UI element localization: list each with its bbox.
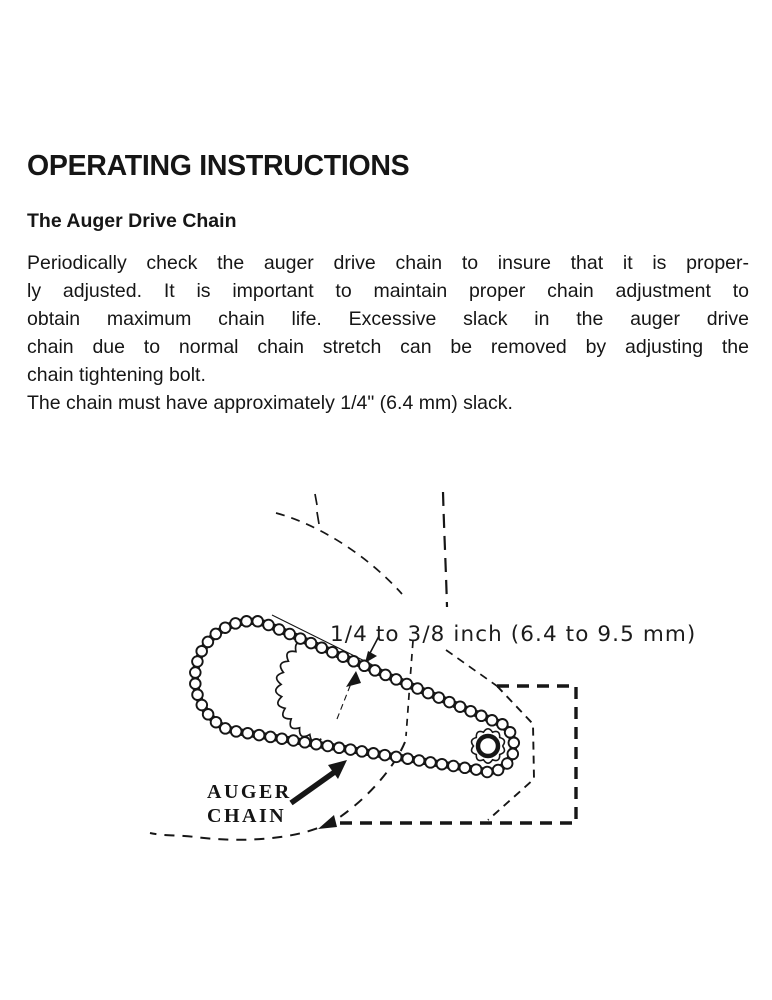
chain-roller: [190, 678, 201, 689]
chain-roller: [311, 739, 322, 750]
gearcase-lead-line: [446, 650, 497, 686]
body-line: chain due to normal chain stretch can be removed by adjusting the: [27, 336, 749, 358]
chain-roller: [288, 735, 299, 746]
chain-roller: [370, 665, 381, 676]
chain-roller: [284, 629, 295, 640]
body-paragraph: [27, 249, 749, 389]
chain-roller: [263, 620, 274, 631]
chain-roller: [391, 752, 402, 763]
measurement-arrowhead-up: [346, 671, 361, 687]
slack-leader-line: [337, 681, 352, 719]
chain-roller: [277, 733, 288, 744]
chain-roller: [348, 656, 359, 667]
chain-roller: [357, 746, 368, 757]
chain-roller: [322, 741, 333, 752]
chain-roller: [334, 743, 345, 754]
chain-roller: [327, 647, 338, 658]
chain-roller: [359, 661, 370, 672]
chain-roller: [192, 689, 203, 700]
chain-roller: [345, 744, 356, 755]
chain-roller: [482, 767, 493, 778]
chain-roller: [231, 726, 242, 737]
housing-arc-top: [276, 513, 402, 594]
chain-roller: [434, 692, 445, 703]
chain-roller: [487, 715, 498, 726]
slack-note: The chain must have approximately 1/4" (6.4 mm) slack.: [27, 392, 513, 414]
chain-roller: [509, 738, 520, 749]
chain-roller: [300, 737, 311, 748]
measurement-label: 1/4 to 3/8 inch (6.4 to 9.5 mm): [330, 622, 697, 647]
chain-roller: [444, 697, 455, 708]
chain-roller: [465, 706, 476, 717]
chain-roller: [425, 757, 436, 768]
chain-roller: [471, 764, 482, 775]
chain-roller: [505, 727, 516, 738]
chain-roller: [316, 642, 327, 653]
center-tick: [315, 494, 319, 524]
chain-roller: [220, 622, 231, 633]
chain-roller: [306, 638, 317, 649]
chain-roller: [242, 728, 253, 739]
chain-roller: [476, 711, 487, 722]
chain-roller: [338, 651, 349, 662]
body-line: chain tightening bolt.: [27, 364, 206, 386]
center-dashed-line: [443, 492, 447, 607]
chain-roller: [265, 732, 276, 743]
chain-roller: [380, 750, 391, 761]
housing-arc-arrowhead: [318, 815, 337, 829]
chain-roller: [423, 688, 434, 699]
chain-roller: [391, 674, 402, 685]
body-line: ly adjusted. It is important to maintain proper chain adjustment to: [27, 280, 749, 302]
large-sprocket-teeth: [276, 642, 322, 742]
chain-roller: [380, 670, 391, 681]
chain-roller: [412, 683, 423, 694]
chain-roller: [493, 765, 504, 776]
small-sprocket-hub: [478, 736, 498, 756]
chain-roller: [252, 616, 263, 627]
chain-roller: [414, 755, 425, 766]
chain-roller: [460, 763, 471, 774]
chain-roller: [254, 730, 265, 741]
chain-roller: [241, 616, 252, 627]
part-label-line1: AUGER: [207, 781, 292, 803]
auger-chain-diagram: [0, 480, 772, 880]
body-line: obtain maximum chain life. Excessive slack in the auger drive: [27, 308, 749, 330]
chain-roller: [197, 700, 208, 711]
chain-roller: [190, 667, 201, 678]
auger-chain-arrow: [291, 760, 347, 803]
chain-roller: [368, 748, 379, 759]
chain-roller: [274, 624, 285, 635]
chain-roller: [437, 759, 448, 770]
body-line: Periodically check the auger drive chain to insure that it is proper-: [27, 252, 749, 274]
chain-roller: [402, 679, 413, 690]
chain-roller: [295, 633, 306, 644]
chain-roller: [448, 761, 459, 772]
chain-roller: [192, 656, 203, 667]
section-heading: The Auger Drive Chain: [27, 210, 237, 232]
chain-roller: [230, 618, 241, 629]
page-title: OPERATING INSTRUCTIONS: [27, 150, 410, 182]
part-label-line2: CHAIN: [207, 805, 287, 827]
chain-roller: [455, 701, 466, 712]
chain-roller: [402, 753, 413, 764]
